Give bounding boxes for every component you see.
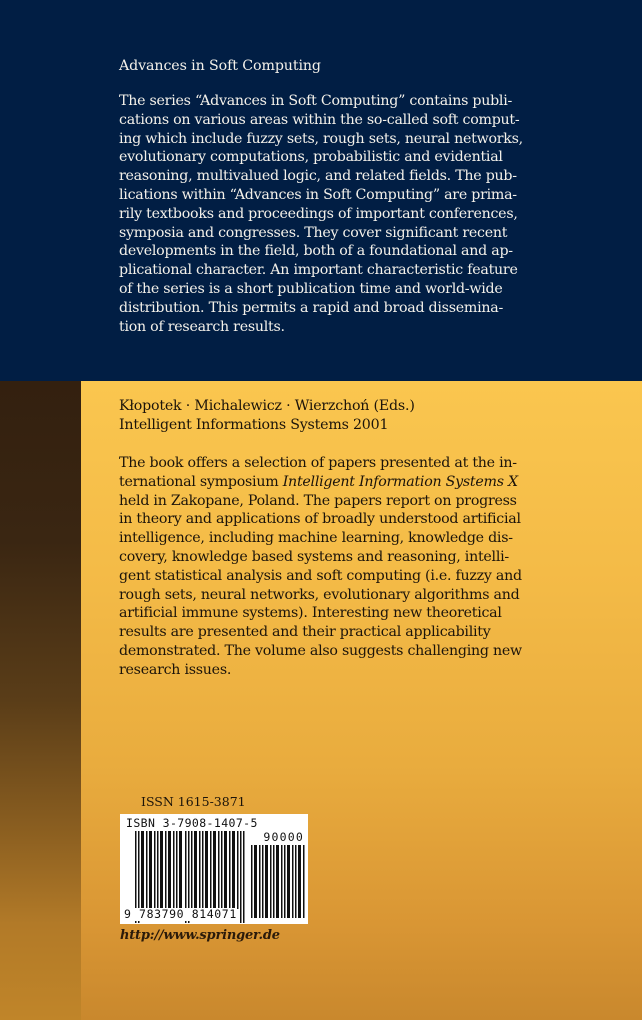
ean-digits: 9 783790 814071: [124, 907, 237, 921]
book-description: [119, 454, 549, 680]
book-description-line: research issues.: [119, 661, 232, 678]
series-description-line: distribution. This permits a rapid and broad dissemina-: [119, 299, 504, 316]
book-description-line: intelligence, including machine learning, knowledge dis-: [119, 530, 513, 547]
addon-barcode-bars-icon: [251, 845, 305, 918]
price-code: 90000: [263, 830, 304, 844]
book-description-line: results are presented and their practical applicability: [119, 624, 491, 641]
book-description-line: rough sets, neural networks, evolutionary algorithms and: [119, 586, 520, 603]
series-description-line: cations on various areas within the so-called soft comput-: [119, 111, 520, 128]
book-description-text: ternational symposium: [119, 473, 283, 490]
series-description-line: symposia and congresses. They cover significant recent: [119, 224, 508, 241]
book-description-line: The book offers a selection of papers presented at the in-: [119, 455, 517, 471]
book-description-line: in theory and applications of broadly understood artificial: [119, 511, 521, 528]
series-description-line: ing which include fuzzy sets, rough sets, neural networks,: [119, 130, 523, 147]
series-description-line: plicational character. An important characteristic feature: [119, 262, 518, 279]
series-description-line: developments in the field, both of a foundational and ap-: [119, 243, 513, 260]
series-description-line: of the series is a short publication time and world-wide: [119, 280, 503, 297]
book-description-line: demonstrated. The volume also suggests challenging new: [119, 642, 522, 659]
series-title: Advances in Soft Computing: [119, 58, 321, 74]
issn-label: ISSN 1615-3871: [141, 794, 246, 809]
book-description-line: covery, knowledge based systems and reasoning, intelli-: [119, 548, 509, 565]
book-title: Intelligent Informations Systems 2001: [119, 417, 389, 433]
book-panel: [81, 381, 642, 1020]
book-description-line: held in Zakopane, Poland. The papers report on progress: [119, 492, 517, 509]
book-editors: Kłopotek · Michalewicz · Wierzchoń (Eds.): [119, 398, 415, 414]
series-description-line: The series “Advances in Soft Computing” contains publi-: [119, 93, 513, 109]
series-panel: [0, 0, 642, 381]
book-description-line: artificial immune systems). Interesting new theoretical: [119, 605, 502, 622]
series-description-line: lications within “Advances in Soft Computing” are prima-: [119, 186, 517, 203]
book-description-line: gent statistical analysis and soft computing (i.e. fuzzy and: [119, 567, 522, 584]
symposium-name: Intelligent Information Systems X: [282, 473, 518, 490]
spine-strip: [0, 381, 81, 1020]
series-description-line: evolutionary computations, probabilistic and evidential: [119, 149, 503, 166]
series-description: [119, 92, 539, 336]
book-description-line: [119, 473, 549, 492]
series-description-line: rily textbooks and proceedings of important conferences,: [119, 205, 518, 222]
series-description-line: reasoning, multivalued logic, and related fields. The pub-: [119, 168, 517, 185]
isbn-label: ISBN 3-7908-1407-5: [126, 816, 258, 830]
series-description-line: tion of research results.: [119, 318, 285, 335]
publisher-url[interactable]: http://www.springer.de: [120, 928, 280, 943]
isbn-barcode: [120, 814, 308, 924]
